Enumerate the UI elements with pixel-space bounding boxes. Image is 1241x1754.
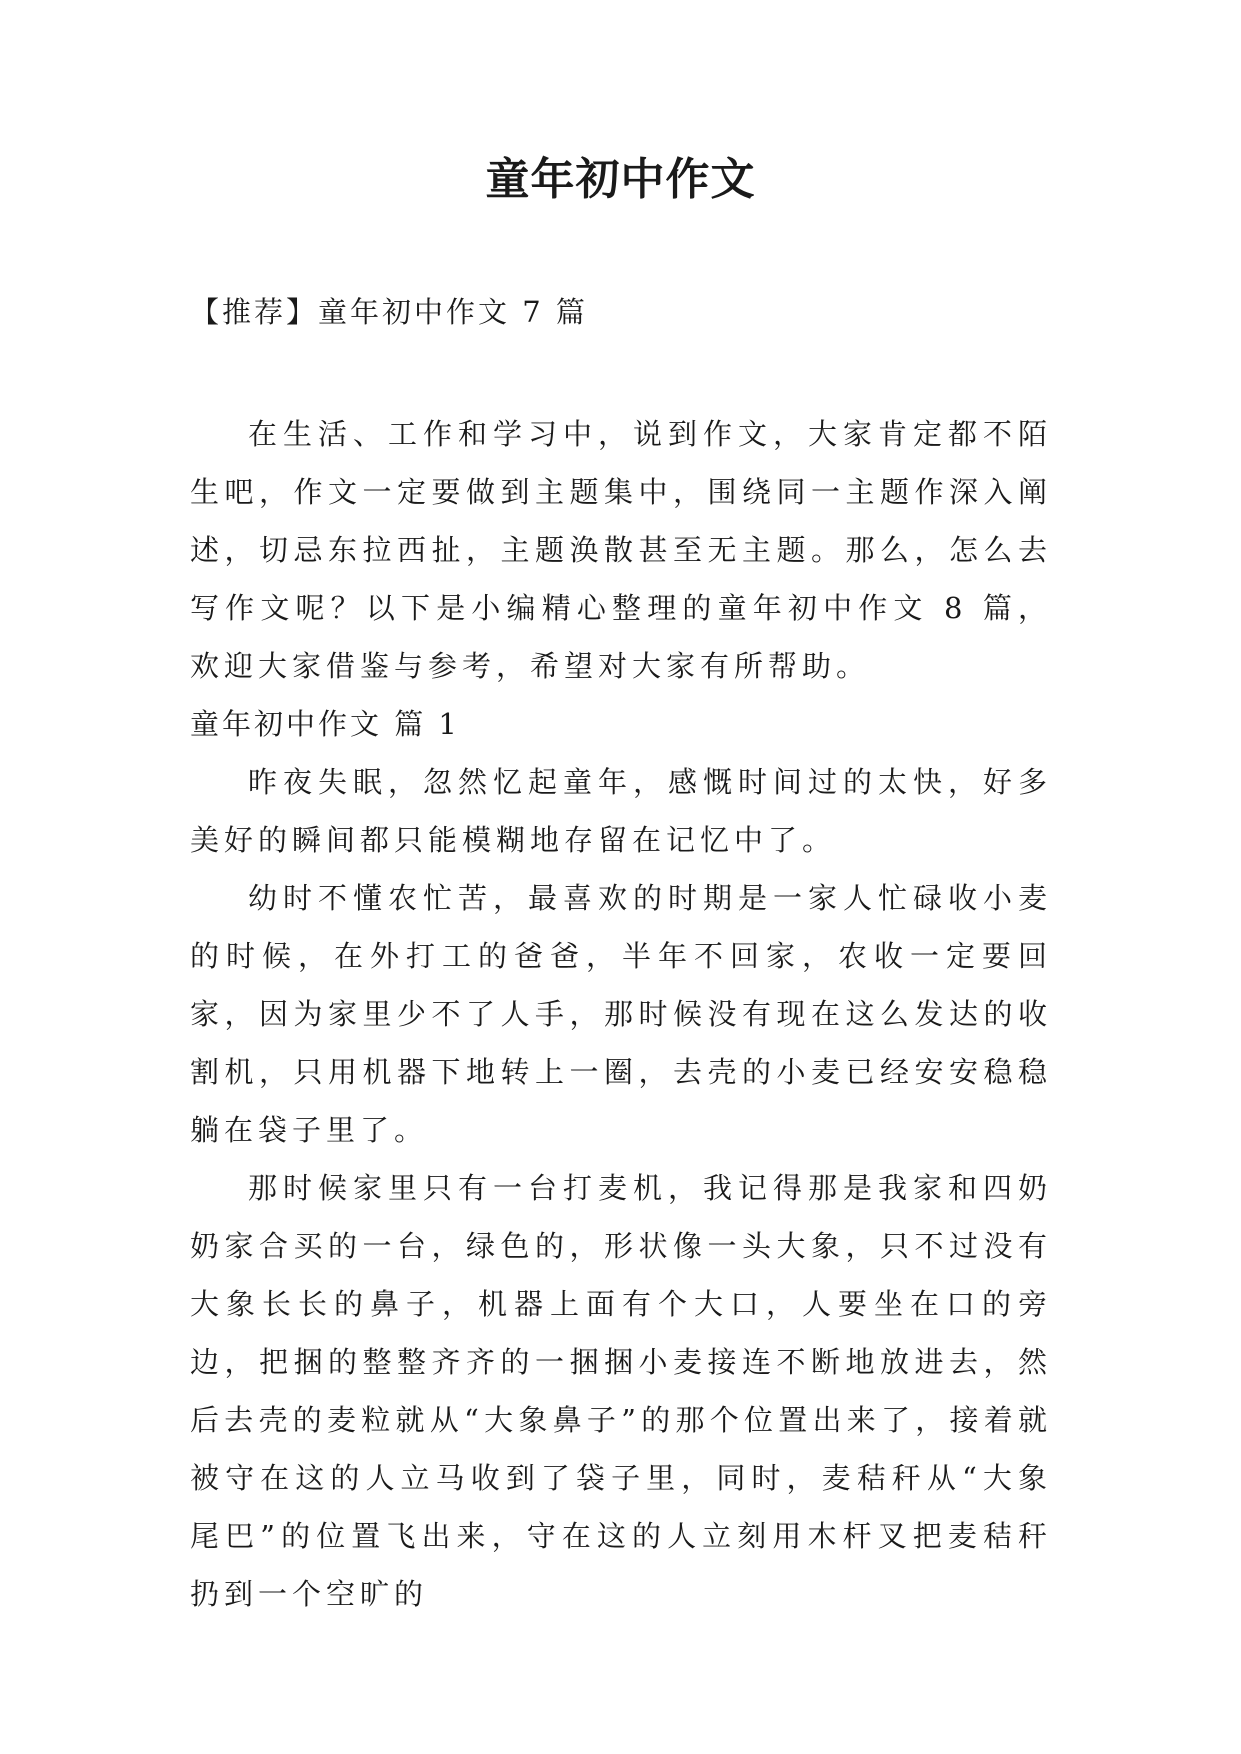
- body-paragraph: 那时候家里只有一台打麦机，我记得那是我家和四奶奶家合买的一台，绿色的，形状像一头大象，只不过没有大象长长的鼻子，机器上面有个大口，人要坐在口的旁边，把捆的整整齐齐的一捆捆小麦接连不断地放进去，然后去壳的麦粒就从“大象鼻子”的那个位置出来了，接着就被守在这的人立马收到了袋子里，同时，麦秸秆从“大象尾巴”的位置飞出来，守在这的人立刻用木杆叉把麦秸秆扔到一个空旷的: [190, 1171, 1052, 1611]
- page-title: 童年初中作文: [485, 154, 756, 205]
- document-subtitle: 【推荐】童年初中作文 7 篇: [190, 295, 588, 329]
- section-heading: 童年初中作文 篇 1: [190, 707, 460, 741]
- intro-paragraph: 在生活、工作和学习中，说到作文，大家肯定都不陌生吧，作文一定要做到主题集中，围绕同一主题作深入阐述，切忌东拉西扯，主题涣散甚至无主题。那么，怎么去写作文呢？以下是小编精心整理的童年初中作文 8 篇，欢迎大家借鉴与参考，希望对大家有所帮助。: [190, 417, 1052, 683]
- body-paragraph: 昨夜失眠，忽然忆起童年，感慨时间过的太快，好多美好的瞬间都只能模糊地存留在记忆中了。: [190, 765, 1052, 857]
- body-paragraph: 幼时不懂农忙苦，最喜欢的时期是一家人忙碌收小麦的时候，在外打工的爸爸，半年不回家，农收一定要回家，因为家里少不了人手，那时候没有现在这么发达的收割机，只用机器下地转上一圈，去壳的小麦已经安安稳稳躺在袋子里了。: [190, 881, 1052, 1147]
- document-body: [190, 405, 1052, 1623]
